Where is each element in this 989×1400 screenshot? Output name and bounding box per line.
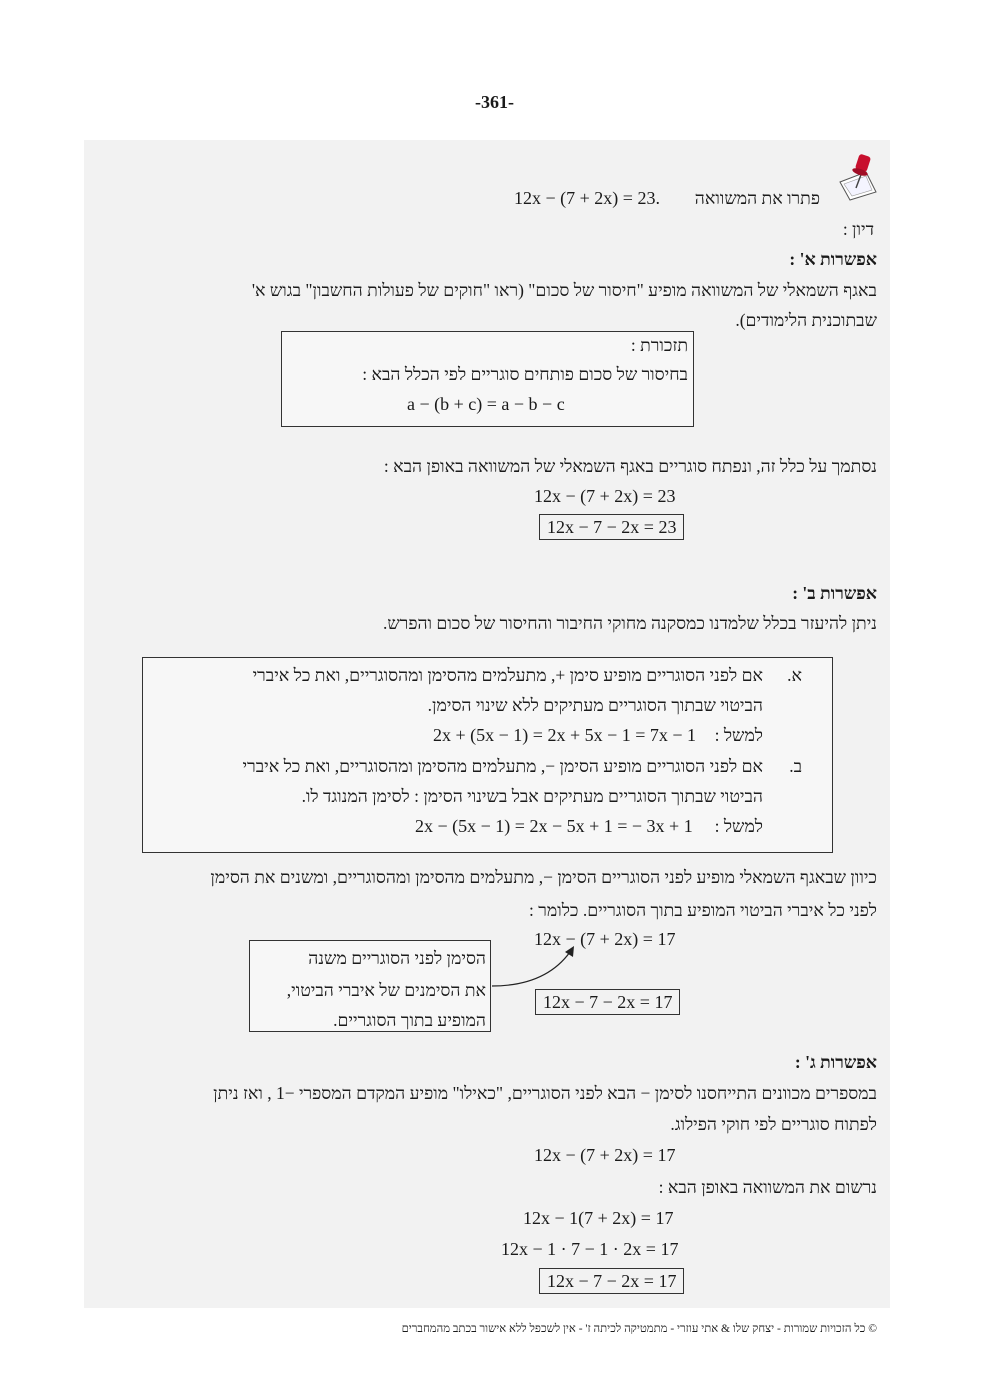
discussion-label: דיון :: [842, 219, 874, 239]
option-b-equation-2-boxed: 12x − 7 − 2x = 17: [535, 989, 680, 1015]
option-a-paragraph-line2: שבתוכנית הלימודים).: [735, 310, 877, 330]
option-c-title: אפשרות ג' :: [794, 1052, 877, 1072]
option-a-title: אפשרות א' :: [789, 249, 877, 269]
rule-a-marker: א.: [787, 665, 802, 685]
option-c-paragraph-line1: במספרים מכוונים התייחסנו לסימן − הבא לפני הסוגריים, "כאילו" מופיע המקדם המספרי −1 , ואז ניתן: [213, 1083, 877, 1103]
option-b-since-line1: כיוון שבאגף השמאלי מופיע לפני הסוגריים הסימן −, מתעלמים מהסימן ומהסוגריים, ומשנים את הסימן: [210, 867, 877, 887]
option-b-title: אפשרות ב' :: [792, 583, 877, 603]
exercise-instruction: פתרו את המשוואה: [694, 188, 820, 208]
rule-b-line2: הביטוי שבתוך הסוגריים מעתיקים אבל בשינוי הסימן : לסימן המנוגד לו.: [301, 786, 763, 806]
page-number: -361-: [475, 92, 514, 112]
rule-a-example-label: למשל :: [714, 725, 763, 745]
curved-arrow-icon: [488, 940, 588, 992]
option-b-equation-1: 12x − (7 + 2x) = 17: [534, 929, 676, 949]
option-b-intro: ניתן להיעזר בכלל שלמדנו כמסקנה מחוקי החיבור והחיסור של סכום והפרש.: [382, 613, 877, 633]
option-c-equation-4-boxed: 12x − 7 − 2x = 17: [539, 1268, 684, 1294]
option-c-write-text: נרשום את המשוואה באופן הבא :: [658, 1177, 877, 1197]
pushpin-note-icon: [836, 152, 882, 202]
rule-b-example-label: למשל :: [714, 816, 763, 836]
reminder-title: תזכורת :: [630, 335, 688, 355]
note-line3: המופיע בתוך הסוגריים.: [333, 1010, 486, 1030]
rule-b-marker: ב.: [789, 756, 802, 776]
note-line1: הסימן לפני הסוגריים משנה: [308, 948, 486, 968]
note-line2: את הסימנים של איברי הביטוי,: [286, 980, 486, 1000]
option-c-equation-3: 12x − 1 · 7 − 1 · 2x = 17: [501, 1239, 679, 1259]
reminder-rule: בחיסור של סכום פותחים סוגריים לפי הכלל הבא :: [362, 364, 688, 384]
option-a-rely-text: נסתמך על כלל זה, ונפתח סוגריים באגף השמאלי של המשוואה באופן הבא :: [383, 456, 877, 476]
option-a-paragraph-line1: באגף השמאלי של המשוואה מופיע "חיסור של סכום" (ראו "חוקים של פעולות החשבון" בגוש א': [251, 280, 877, 300]
rule-b-line1: אם לפני הסוגריים מופיע הסימן −, מתעלמים מהסימן ומהסוגריים, ואת כל איברי: [242, 756, 763, 776]
option-a-equation-2-boxed: 12x − 7 − 2x = 23: [539, 514, 684, 540]
exercise-equation: 12x − (7 + 2x) = 23.: [514, 188, 660, 208]
option-c-paragraph-line2: לפתוח סוגריים לפי חוקי הפילוג.: [670, 1114, 877, 1134]
option-b-since-line2: לפני כל איברי הביטוי המופיע בתוך הסוגריים. כלומר :: [529, 900, 877, 920]
rule-a-line1: אם לפני הסוגריים מופיע סימן +, מתעלמים מהסימן ומהסוגריים, ואת כל איברי: [252, 665, 763, 685]
option-c-equation-1: 12x − (7 + 2x) = 17: [534, 1145, 676, 1165]
rule-a-line2: הביטוי שבתוך הסוגריים מעתיקים ללא שינוי הסימן.: [427, 695, 763, 715]
option-c-equation-2: 12x − 1(7 + 2x) = 17: [523, 1208, 674, 1228]
copyright-footer: © כל הזכויות שמורות - יצחק שלו & אתי עוזרי - מתמטיקה לכיתה ז' - אין לשכפל ללא אישור בכתב מהמחברים: [401, 1323, 877, 1335]
rule-b-example: 2x − (5x − 1) = 2x − 5x + 1 = − 3x + 1: [415, 816, 693, 836]
reminder-formula: a − (b + c) = a − b − c: [407, 394, 565, 414]
option-a-equation-1: 12x − (7 + 2x) = 23: [534, 486, 676, 506]
rule-a-example: 2x + (5x − 1) = 2x + 5x − 1 = 7x − 1: [433, 725, 697, 745]
